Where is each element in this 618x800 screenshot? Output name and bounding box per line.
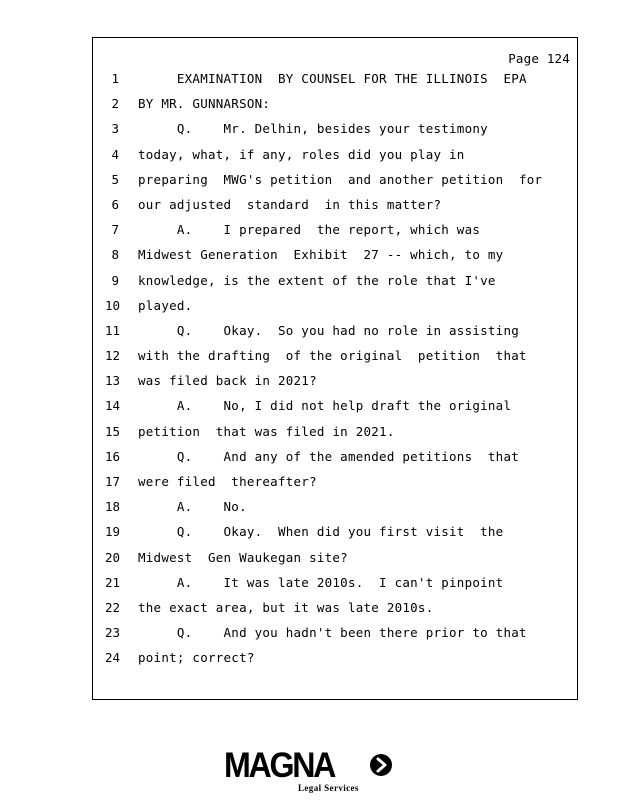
transcript-line (93, 147, 577, 172)
line-number: 9 (111, 272, 119, 288)
line-number: 20 (105, 549, 121, 565)
line-number: 8 (111, 247, 119, 263)
magna-logo (224, 748, 396, 794)
line-text: petition that was filed in 2021. (138, 423, 395, 439)
line-text: A. No, I did not help draft the original (138, 398, 512, 414)
line-text: point; correct? (138, 650, 255, 666)
logo-tagline: Legal Services (298, 783, 359, 793)
line-text: today, what, if any, roles did you play in (138, 146, 465, 162)
line-number: 15 (105, 423, 121, 439)
transcript-line (93, 96, 577, 121)
chevron-right-circle-icon (370, 754, 392, 776)
line-text: the exact area, but it was late 2010s. (138, 599, 434, 615)
line-number: 1 (111, 71, 119, 86)
line-text: A. It was late 2010s. I can't pinpoint (138, 574, 504, 590)
logo-wordmark: MAGNA (224, 746, 335, 785)
transcript-line (93, 323, 577, 348)
transcript-line (93, 449, 577, 474)
transcript-line (93, 524, 577, 549)
line-text: were filed thereafter? (138, 474, 317, 489)
line-text: A. I prepared the report, which was (138, 222, 481, 238)
line-text: BY MR. GUNNARSON: (138, 96, 271, 112)
transcript-line (93, 71, 577, 96)
transcript-line (93, 600, 577, 625)
transcript-line (93, 121, 577, 146)
transcript-line (93, 424, 577, 449)
transcript-line (93, 197, 577, 222)
transcript-line (93, 625, 577, 650)
transcript-line (93, 298, 577, 323)
line-number: 6 (111, 196, 119, 212)
page-number: Page 124 (508, 51, 570, 66)
line-number: 4 (111, 146, 119, 162)
line-text: with the drafting of the original petition that (138, 348, 527, 364)
transcript-line (93, 650, 577, 675)
line-number: 5 (111, 171, 119, 187)
transcript-line (93, 373, 577, 398)
line-number: 19 (105, 524, 121, 540)
line-text: knowledge, is the extent of the role that I've (138, 272, 496, 288)
line-text: was filed back in 2021? (138, 373, 317, 389)
line-number: 23 (105, 625, 121, 641)
transcript-line (93, 499, 577, 524)
transcript-line (93, 222, 577, 247)
transcript-line (93, 474, 577, 499)
line-text: Q. Okay. When did you first visit the (138, 524, 504, 540)
line-number: 22 (105, 599, 121, 615)
transcript-line (93, 247, 577, 272)
line-text: Midwest Generation Exhibit 27 -- which, to my (138, 247, 504, 263)
line-number: 16 (105, 448, 121, 464)
line-number: 7 (111, 222, 119, 238)
line-number: 18 (105, 499, 121, 515)
transcript-line (93, 550, 577, 575)
line-text: A. No. (138, 499, 247, 515)
line-text: Q. Okay. So you had no role in assisting (138, 322, 520, 338)
line-text: our adjusted standard in this matter? (138, 196, 442, 212)
transcript-lines (93, 71, 577, 676)
line-number: 3 (111, 121, 119, 137)
line-text: preparing MWG's petition and another petition for (138, 171, 543, 187)
transcript-page (92, 37, 578, 700)
transcript-line (93, 398, 577, 423)
line-text: played. (138, 297, 193, 313)
line-number: 2 (111, 96, 119, 112)
line-text: Q. Mr. Delhin, besides your testimony (138, 121, 488, 137)
line-number: 14 (105, 398, 121, 414)
line-number: 13 (105, 373, 121, 389)
line-text: Q. And any of the amended petitions that (138, 448, 520, 464)
transcript-line (93, 273, 577, 298)
line-number: 17 (105, 474, 121, 489)
transcript-line (93, 575, 577, 600)
line-number: 10 (105, 297, 121, 313)
transcript-line (93, 172, 577, 197)
transcript-line (93, 348, 577, 373)
line-text: EXAMINATION BY COUNSEL FOR THE ILLINOIS EPA (138, 71, 527, 86)
line-number: 21 (105, 574, 121, 590)
line-number: 12 (105, 348, 121, 364)
line-number: 24 (105, 650, 121, 666)
line-number: 11 (105, 322, 121, 338)
line-text: Q. And you hadn't been there prior to that (138, 625, 527, 641)
line-text: Midwest Gen Waukegan site? (138, 549, 348, 565)
